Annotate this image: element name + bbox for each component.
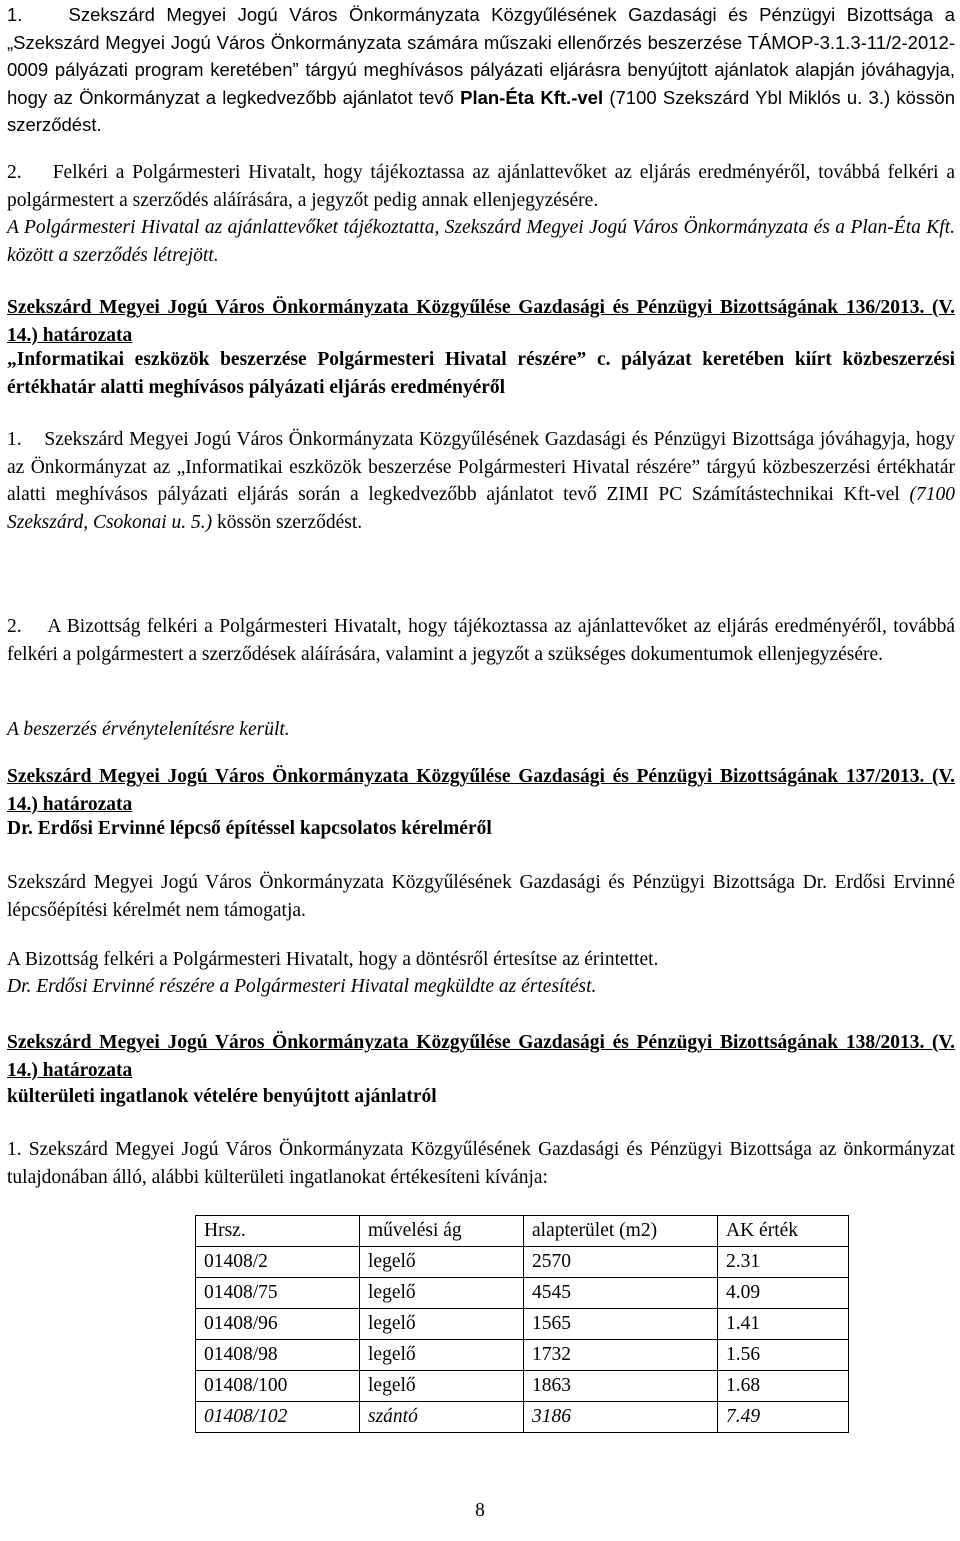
resolution-continuation-point-2 (7, 159, 955, 214)
page-number: 8 (475, 1500, 485, 1521)
table-header: Hrsz. (196, 1216, 360, 1247)
table-cell: 1.56 (718, 1340, 849, 1371)
point-text: Felkéri a Polgármesteri Hivatalt, hogy tájékoztassa az ajánlattevőket az eljárás eredményéről, továbbá felkéri a polgármestert a szerződés aláírására, a jegyzőt pedig annak ellenjegyzésére. (7, 162, 955, 211)
resolution-137-request: A Bizottság felkéri a Polgármesteri Hivatalt, hogy a döntésről értesítse az érintettet. (7, 949, 659, 970)
resolution-138-heading: Szekszárd Megyei Jogú Város Önkormányzata Közgyűlése Gazdasági és Pénzügyi Bizottságának 138/2013. (V. 14.) határozata (7, 1032, 955, 1081)
point-text-end: (7100 Szekszárd Ybl Miklós u. 3.) kössön szerződést. (7, 86, 956, 135)
table-cell: 01408/98 (196, 1340, 360, 1371)
resolution-138-subject: külterületi ingatlanok vételére benyújtott ajánlatról (7, 1086, 437, 1107)
table-cell: 1565 (524, 1309, 718, 1340)
table-cell: 01408/2 (196, 1247, 360, 1278)
point-number: 1. (7, 4, 23, 25)
point-text: Szekszárd Megyei Jogú Város Önkormányzata Közgyűlésének Gazdasági és Pénzügyi Bizottsága a „Szekszárd Megyei Jogú Város Önkormányzata számára műszaki ellenőrzés beszerzése TÁMOP-3.1.3-11/2-2012-0009 pályázati program keretében” tárgyú meghívásos pályázati eljárásra benyújtott ajánlatok alapján jóváhagyja, hogy az Önkormányzat a legkedvezőbb ajánlatot tevő (7, 4, 955, 108)
table-cell: legelő (360, 1247, 524, 1278)
contractor-address: (7100 Szekszárd, Csokonai u. 5.) (7, 484, 955, 533)
table-row (196, 1402, 849, 1433)
table-cell: 2570 (524, 1247, 718, 1278)
table-row (196, 1371, 849, 1402)
resolution-136-heading: Szekszárd Megyei Jogú Város Önkormányzata Közgyűlése Gazdasági és Pénzügyi Bizottságának 136/2013. (V. 14.) határozata (7, 297, 955, 346)
table-cell: 1.68 (718, 1371, 849, 1402)
table-header: AK érték (718, 1216, 849, 1247)
resolution-137-heading: Szekszárd Megyei Jogú Város Önkormányzata Közgyűlése Gazdasági és Pénzügyi Bizottságának 137/2013. (V. 14.) határozata (7, 766, 955, 815)
table-row (196, 1309, 849, 1340)
resolution-136-point-1 (7, 426, 955, 536)
table-cell: legelő (360, 1371, 524, 1402)
table-header: alapterület (m2) (524, 1216, 718, 1247)
table-row (196, 1340, 849, 1371)
table-cell: 4545 (524, 1278, 718, 1309)
resolution-136-note: A beszerzés érvénytelenítésre került. (7, 719, 290, 740)
table-cell: 4.09 (718, 1278, 849, 1309)
table-header: művelési ág (360, 1216, 524, 1247)
resolution-137-note: Dr. Erdősi Ervinné részére a Polgármesteri Hivatal megküldte az értesítést. (7, 976, 597, 997)
table-cell: 1732 (524, 1340, 718, 1371)
resolution-138-point-1: 1. Szekszárd Megyei Jogú Város Önkormányzata Közgyűlésének Gazdasági és Pénzügyi Bizottsága az önkormányzat tulajdonában álló, alábbi külterületi ingatlanokat értékesíteni kívánja: (7, 1139, 955, 1188)
table-cell: legelő (360, 1278, 524, 1309)
table-cell: 2.31 (718, 1247, 849, 1278)
table-row (196, 1247, 849, 1278)
table-cell: 01408/100 (196, 1371, 360, 1402)
table-header-row (196, 1216, 849, 1247)
table-cell: 1863 (524, 1371, 718, 1402)
implementation-note: A Polgármesteri Hivatal az ajánlattevőket tájékoztatta, Szekszárd Megyei Jogú Város Önkormányzata és a Plan-Éta Kft. között a szerződés létrejött. (7, 217, 955, 266)
table-cell: 3186 (524, 1402, 718, 1433)
point-text-end: kössön szerződést. (212, 511, 363, 533)
table-row (196, 1278, 849, 1309)
resolution-137-text: Szekszárd Megyei Jogú Város Önkormányzata Közgyűlésének Gazdasági és Pénzügyi Bizottsága Dr. Erdősi Ervinné lépcsőépítési kérelmét nem támogatja. (7, 872, 955, 921)
table-cell: 01408/75 (196, 1278, 360, 1309)
table-cell: 1.41 (718, 1309, 849, 1340)
property-table (195, 1215, 849, 1433)
resolution-137-subject: Dr. Erdősi Ervinné lépcső építéssel kapcsolatos kérelméről (7, 818, 492, 839)
resolution-136-point-2 (7, 613, 955, 668)
table-cell: 01408/102 (196, 1402, 360, 1433)
point-number: 2. (7, 162, 22, 183)
table-cell: szántó (360, 1402, 524, 1433)
point-number: 1. (7, 429, 22, 450)
table-cell: legelő (360, 1309, 524, 1340)
point-text: Szekszárd Megyei Jogú Város Önkormányzata Közgyűlésének Gazdasági és Pénzügyi Bizottsága jóváhagyja, hogy az Önkormányzat az „Informatikai eszközök beszerzése Polgármesteri Hivatal részére” tárgyú közbeszerzési értékhatár alatti meghívásos pályázati eljárás során a legkedvezőbb ajánlatot tevő ZIMI PC Számítástechnikai Kft-vel (7, 429, 955, 505)
resolution-continuation-point-1 (7, 1, 955, 139)
contractor-name: Plan-Éta Kft.-vel (460, 86, 604, 108)
resolution-136-subject: „Informatikai eszközök beszerzése Polgármesteri Hivatal részére” c. pályázat keretében kiírt közbeszerzési értékhatár alatti meghívásos pályázati eljárás eredményéről (7, 349, 955, 398)
table-cell: legelő (360, 1340, 524, 1371)
table-cell: 01408/96 (196, 1309, 360, 1340)
point-text: A Bizottság felkéri a Polgármesteri Hivatalt, hogy tájékoztassa az ajánlattevőket az eljárás eredményéről, továbbá felkéri a polgármestert a szerződések aláírására, valamint a jegyzőt a szükséges dokumentumok ellenjegyzésére. (7, 616, 955, 665)
point-number: 2. (7, 616, 22, 637)
table-cell: 7.49 (718, 1402, 849, 1433)
